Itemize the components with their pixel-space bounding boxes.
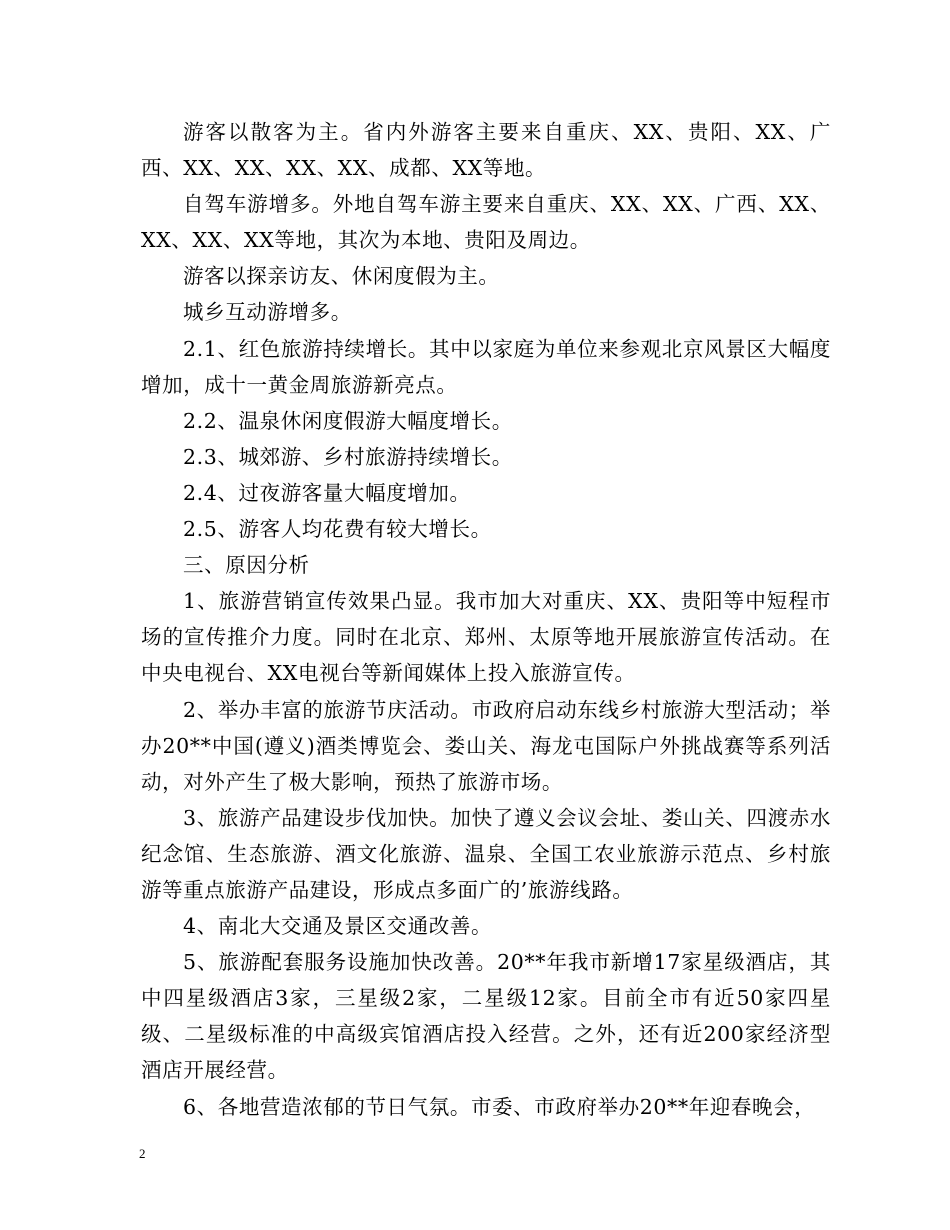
paragraph: 2.1、红色旅游持续增长。其中以家庭为单位来参观北京风景区大幅度增加，成十一黄金周旅游新亮点。	[141, 336, 831, 397]
paragraph: 2、举办丰富的旅游节庆活动。市政府启动东线乡村旅游大型活动；举办20**中国(遵义)酒类博览会、娄山关、海龙屯国际户外挑战赛等系列活动，对外产生了极大影响，预热了旅游市场。	[141, 697, 831, 794]
paragraph: 2.2、温泉休闲度假游大幅度增长。	[183, 408, 513, 433]
paragraph: 6、各地营造浓郁的节日气氛。市委、市政府举办20**年迎春晚会，	[183, 1094, 816, 1119]
paragraph: 4、南北大交通及景区交通改善。	[183, 914, 493, 939]
paragraph: 城乡互动游增多。	[183, 300, 352, 325]
paragraph: 自驾车游增多。外地自驾车游主要来自重庆、XX、XX、广西、XX、XX、XX、XX等地，其次为本地、贵阳及周边。	[141, 192, 831, 253]
paragraph: 2.4、过夜游客量大幅度增加。	[183, 480, 471, 505]
paragraph: 2.3、城郊游、乡村旅游持续增长。	[183, 444, 513, 469]
section-heading: 三、原因分析	[183, 553, 310, 578]
paragraph: 2.5、游客人均花费有较大增长。	[183, 517, 492, 542]
paragraph: 1、旅游营销宣传效果凸显。我市加大对重庆、XX、贵阳等中短程市场的宣传推介力度。同时在北京、郑州、太原等地开展旅游宣传活动。在中央电视台、XX电视台等新闻媒体上投入旅游宣传。	[141, 589, 831, 686]
paragraph: 游客以散客为主。省内外游客主要来自重庆、XX、贵阳、XX、广西、XX、XX、XX、XX、成都、XX等地。	[141, 120, 831, 181]
document-body	[141, 114, 831, 1125]
paragraph: 3、旅游产品建设步伐加快。加快了遵义会议会址、娄山关、四渡赤水纪念馆、生态旅游、酒文化旅游、温泉、全国工农业旅游示范点、乡村旅游等重点旅游产品建设，形成点多面广的’旅游线路。	[141, 805, 831, 902]
paragraph: 游客以探亲访友、休闲度假为主。	[183, 264, 500, 289]
page-number: 2	[139, 1146, 146, 1161]
paragraph: 5、旅游配套服务设施加快改善。20**年我市新增17家星级酒店，其中四星级酒店3家，三星级2家，二星级12家。目前全市有近50家四星级、二星级标准的中高级宾馆酒店投入经营。之外，还有近200家经济型酒店开展经营。	[141, 950, 831, 1083]
